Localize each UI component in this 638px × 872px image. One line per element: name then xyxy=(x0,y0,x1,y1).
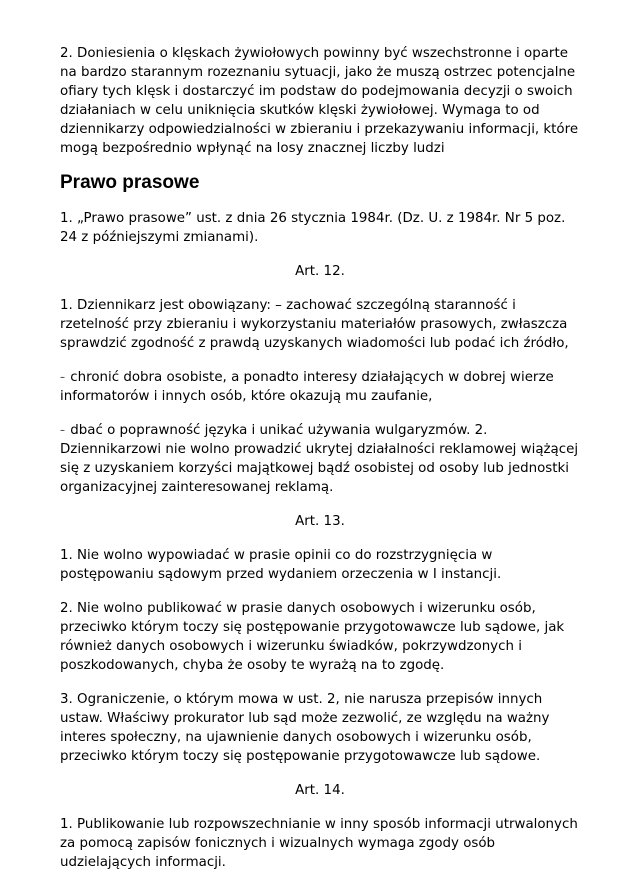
art13-paragraph-2: 2. Nie wolno publikować w prasie danych osobowych i wizerunku osób, przeciwko którym toczy się postępowanie przygotowawcze lub sądowe, jak również danych osobowych i wizerunku świadków, pokrzywdzonych i poszkodowanych, chyba że osoby te wyrażą na to zgodę. xyxy=(60,601,565,673)
dash-marker: – xyxy=(60,372,65,383)
art12-paragraph-1: 1. Dziennikarz jest obowiązany: – zachować szczególną staranność i rzetelność przy zbieraniu i wykorzystaniu materiałów prasowych, zwłaszcza sprawdzić zgodność z prawdą uzyskanych wiadomości lub podać ich źródło, xyxy=(60,298,569,351)
art14-title: Art. 14. xyxy=(295,783,345,798)
art12-title: Art. 12. xyxy=(295,264,345,279)
art13-title: Art. 13. xyxy=(295,514,345,529)
section-heading: Prawo prasowe xyxy=(60,172,200,193)
dash-marker: – xyxy=(60,425,65,436)
art13-paragraph-1: 1. Nie wolno wypowiadać w prasie opinii co do rozstrzygnięcia w postępowaniu sądowym przed wydaniem orzeczenia w I instancji. xyxy=(60,548,502,582)
art12-paragraph-2 xyxy=(60,368,580,406)
art13-paragraph-3: 3. Ograniczenie, o którym mowa w ust. 2, nie narusza przepisów innych ustaw. Właściwy prokurator lub sąd może zezwolić, ze względu na ważny interes społeczny, na ujawnienie danych osobowych i wizerunku osób, przeciwko którym toczy się postępowanie przygotowawcze lub sądowe. xyxy=(60,692,550,764)
art12-paragraph-2-text: chronić dobra osobiste, a ponadto interesy działających w dobrej wierze informatorów i innych osób, które okazują mu zaufanie, xyxy=(60,370,554,404)
art12-paragraph-3-text: dbać o poprawność języka i unikać używania wulgaryzmów. 2. Dziennikarzowi nie wolno prowadzić ukrytej działalności reklamowej wiążącej się z uzyskaniem korzyści majątkowej bądź osobistej od osoby lub jednostki organizacyjnej zainteresowanej reklamą. xyxy=(60,423,579,495)
art14-paragraph-1: 1. Publikowanie lub rozpowszechnianie w inny sposób informacji utrwalonych za pomocą zapisów fonicznych i wizualnych wymaga zgody osób udzielających informacji. xyxy=(60,817,578,870)
art12-paragraph-3 xyxy=(60,421,580,497)
law-reference-paragraph: 1. „Prawo prasowe” ust. z dnia 26 stycznia 1984r. (Dz. U. z 1984r. Nr 5 poz. 24 z późniejszymi zmianami). xyxy=(60,211,566,245)
intro-paragraph: 2. Doniesienia o klęskach żywiołowych powinny być wszechstronne i oparte na bardzo starannym rozeznaniu sytuacji, jako że muszą ostrzec potencjalne ofiary tych klęsk i dostarczyć im podstaw do podejmowania decyzji o swoich działaniach w celu uniknięcia skutków klęski żywiołowej. Wymaga to od dziennikarzy odpowiedzialności w zbieraniu i przekazywaniu informacji, które mogą bezpośrednio wpłynąć na losy znacznej liczby ludzi xyxy=(60,46,579,156)
